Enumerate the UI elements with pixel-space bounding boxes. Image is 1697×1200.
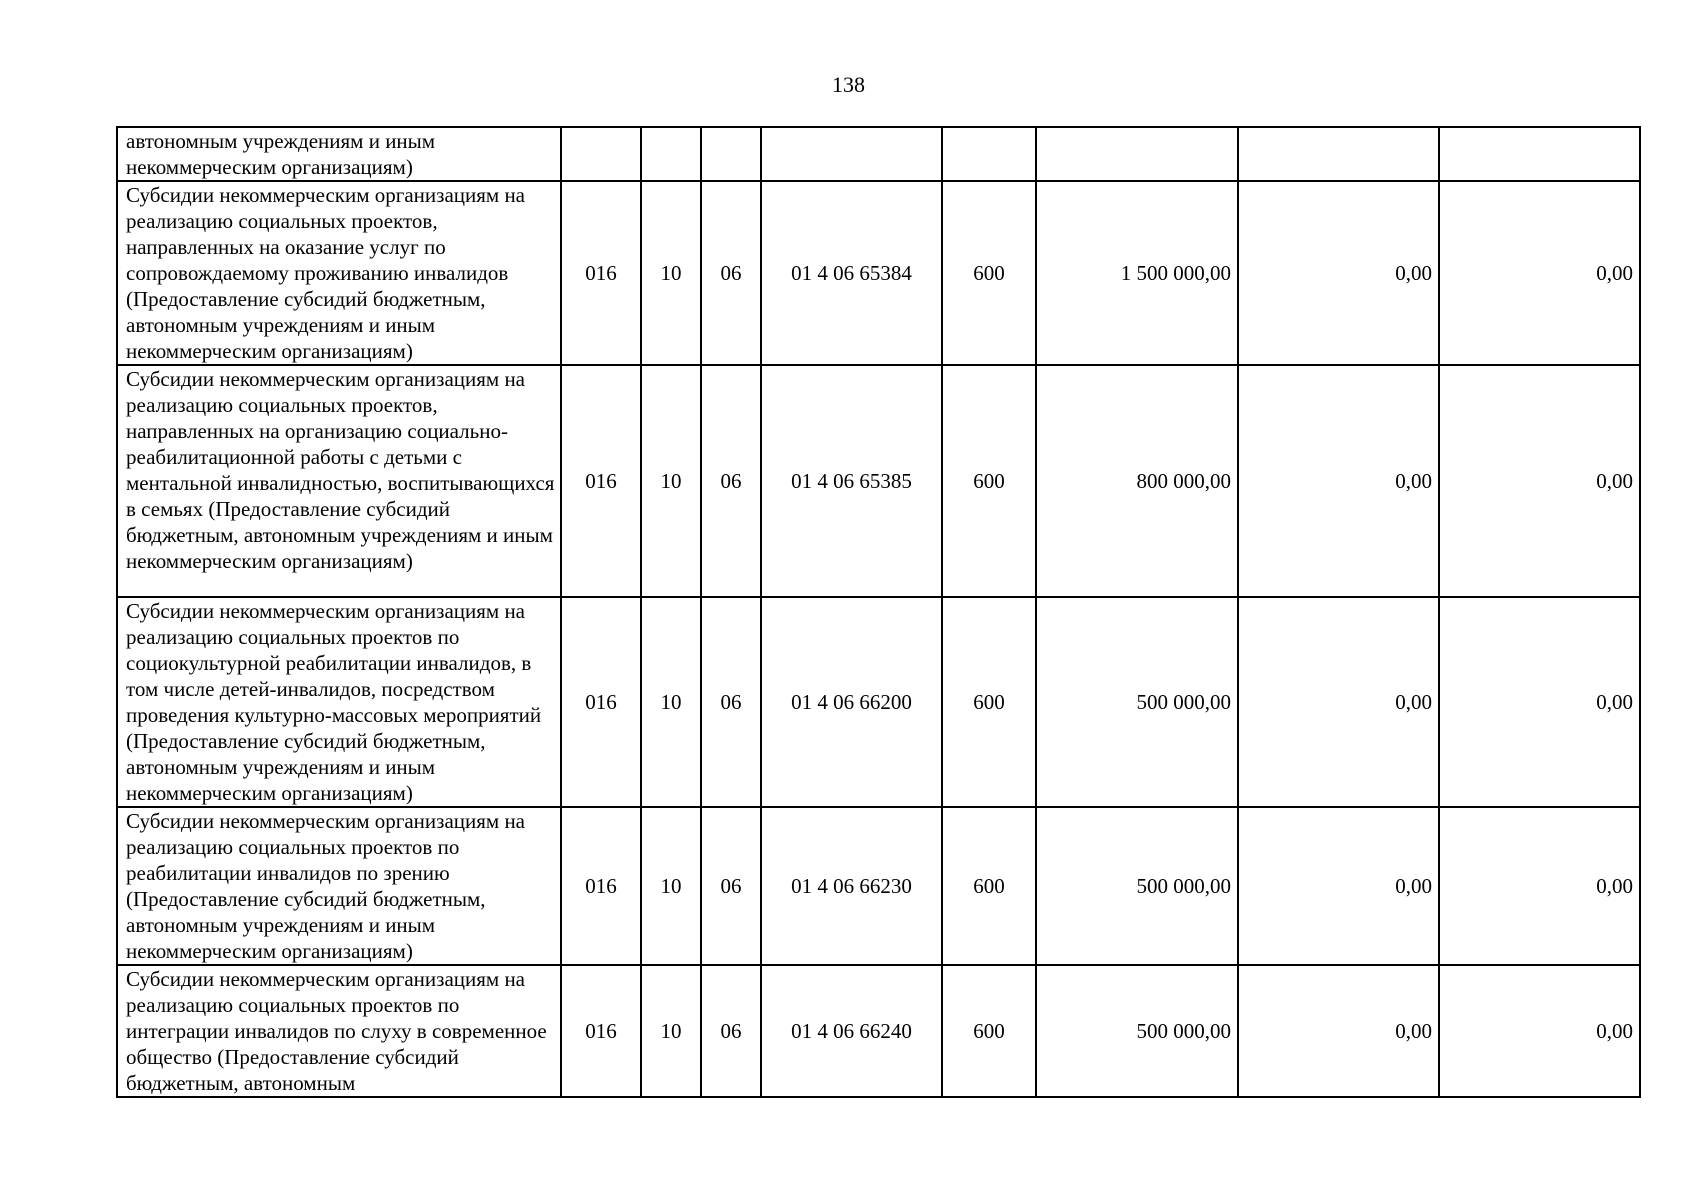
amount-year3-cell: 0,00 (1439, 365, 1640, 597)
amount-year2-cell: 0,00 (1238, 365, 1439, 597)
expense-type-cell: 600 (942, 181, 1036, 365)
description-cell: Субсидии некоммерческим организациям на реализацию социальных проектов по интеграции инвалидов по слуху в современное общество (Предоставление субсидий бюджетным, автономным (117, 965, 561, 1097)
table-row (117, 807, 1640, 965)
amount-year1-cell: 500 000,00 (1036, 807, 1238, 965)
section-code-cell (641, 127, 701, 181)
section-code-cell: 10 (641, 597, 701, 807)
subsection-code-cell: 06 (701, 965, 761, 1097)
table-row (117, 365, 1640, 597)
amount-year3-cell: 0,00 (1439, 181, 1640, 365)
amount-year2-cell: 0,00 (1238, 965, 1439, 1097)
description-cell: Субсидии некоммерческим организациям на реализацию социальных проектов, направленных на организацию социально-реабилитационной работы с детьми с ментальной инвалидностью, воспитывающихся в семьях (Предоставление субсидий бюджетным, автономным учреждениям и иным некоммерческим организациям) (117, 365, 561, 597)
expense-type-cell: 600 (942, 965, 1036, 1097)
amount-year2-cell (1238, 127, 1439, 181)
expense-type-cell: 600 (942, 807, 1036, 965)
description-cell: Субсидии некоммерческим организациям на реализацию социальных проектов по социокультурной реабилитации инвалидов, в том числе детей-инвалидов, посредством проведения культурно-массовых мероприятий (Предоставление субсидий бюджетным, автономным учреждениям и иным некоммерческим организациям) (117, 597, 561, 807)
description-cell: Субсидии некоммерческим организациям на реализацию социальных проектов, направленных на оказание услуг по сопровождаемому проживанию инвалидов (Предоставление субсидий бюджетным, автономным учреждениям и иным некоммерческим организациям) (117, 181, 561, 365)
subsection-code-cell: 06 (701, 365, 761, 597)
subsection-code-cell: 06 (701, 807, 761, 965)
subsection-code-cell: 06 (701, 597, 761, 807)
page-number: 138 (832, 72, 865, 97)
ministry-code-cell: 016 (561, 181, 641, 365)
expense-type-cell: 600 (942, 365, 1036, 597)
table-row (117, 597, 1640, 807)
expense-type-cell (942, 127, 1036, 181)
ministry-code-cell: 016 (561, 365, 641, 597)
amount-year3-cell: 0,00 (1439, 965, 1640, 1097)
subsection-code-cell (701, 127, 761, 181)
section-code-cell: 10 (641, 365, 701, 597)
target-article-cell: 01 4 06 65385 (761, 365, 942, 597)
amount-year3-cell: 0,00 (1439, 597, 1640, 807)
section-code-cell: 10 (641, 965, 701, 1097)
target-article-cell: 01 4 06 66200 (761, 597, 942, 807)
ministry-code-cell: 016 (561, 965, 641, 1097)
table-row (117, 127, 1640, 181)
description-cell: автономным учреждениям и иным некоммерческим организациям) (117, 127, 561, 181)
amount-year2-cell: 0,00 (1238, 597, 1439, 807)
amount-year2-cell: 0,00 (1238, 181, 1439, 365)
amount-year3-cell (1439, 127, 1640, 181)
expense-type-cell: 600 (942, 597, 1036, 807)
budget-table (116, 126, 1641, 1098)
target-article-cell (761, 127, 942, 181)
amount-year3-cell: 0,00 (1439, 807, 1640, 965)
amount-year1-cell: 800 000,00 (1036, 365, 1238, 597)
ministry-code-cell: 016 (561, 597, 641, 807)
table-row (117, 965, 1640, 1097)
section-code-cell: 10 (641, 807, 701, 965)
target-article-cell: 01 4 06 66230 (761, 807, 942, 965)
amount-year1-cell: 1 500 000,00 (1036, 181, 1238, 365)
target-article-cell: 01 4 06 66240 (761, 965, 942, 1097)
table-row (117, 181, 1640, 365)
ministry-code-cell: 016 (561, 807, 641, 965)
amount-year1-cell (1036, 127, 1238, 181)
subsection-code-cell: 06 (701, 181, 761, 365)
section-code-cell: 10 (641, 181, 701, 365)
amount-year1-cell: 500 000,00 (1036, 965, 1238, 1097)
amount-year1-cell: 500 000,00 (1036, 597, 1238, 807)
target-article-cell: 01 4 06 65384 (761, 181, 942, 365)
description-cell: Субсидии некоммерческим организациям на реализацию социальных проектов по реабилитации инвалидов по зрению (Предоставление субсидий бюджетным, автономным учреждениям и иным некоммерческим организациям) (117, 807, 561, 965)
ministry-code-cell (561, 127, 641, 181)
amount-year2-cell: 0,00 (1238, 807, 1439, 965)
